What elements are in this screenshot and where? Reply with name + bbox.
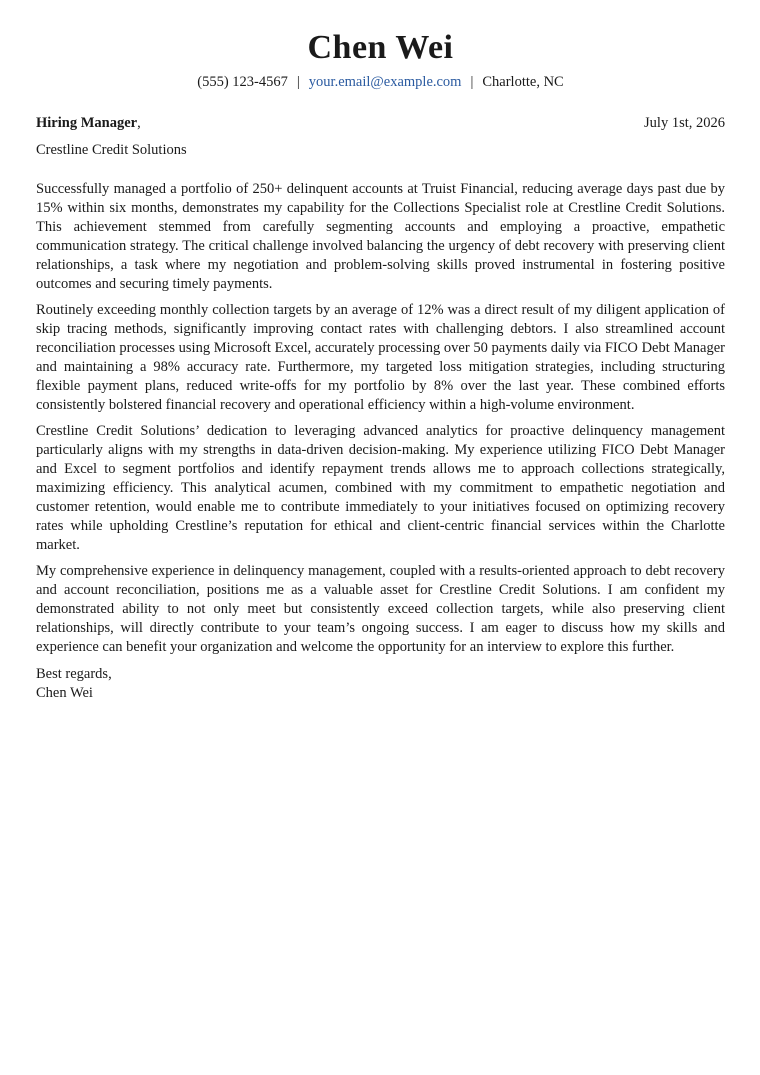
salutation-date-row <box>36 114 725 132</box>
recipient-company: Crestline Credit Solutions <box>36 142 187 158</box>
contact-separator: | <box>296 74 300 90</box>
salutation-comma: , <box>137 115 141 131</box>
body-paragraph: My comprehensive experience in delinquency management, coupled with a results-oriented approach to debt recovery and account reconciliation, positions me as a valuable asset for Crestline Credit Solutions. I am confident my demonstrated ability to not only meet but consistently exceed collection targets, while also preserving client relationships, will directly contribute to your team’s ongoing success. I am eager to discuss how my skills and experience can benefit your organization and welcome the opportunity for an interview to explore this further. <box>36 563 725 655</box>
location: Charlotte, NC <box>482 74 564 90</box>
recipient-name: Hiring Manager <box>36 115 138 131</box>
email-link[interactable]: your.email@example.com <box>308 74 462 90</box>
closing-block <box>36 665 725 703</box>
applicant-name: Chen Wei <box>307 29 454 66</box>
letter-body <box>36 180 725 703</box>
contact-separator: | <box>470 74 474 90</box>
body-paragraph: Crestline Credit Solutions’ dedication to leveraging advanced analytics for proactive delinquency management particularly aligns with my strengths in data-driven decision-making. My experience utilizing FICO Debt Manager and Excel to segment portfolios and identify repayment trends allows me to approach collections strategically, maximizing efficiency. This analytical acumen, combined with my commitment to empathetic negotiation and customer retention, would enable me to contribute immediately to your initiatives focused on optimizing recovery rates while upholding Crestline’s reputation for ethical and client-centric financial services within the Charlotte market. <box>36 423 725 553</box>
contact-line <box>36 73 725 91</box>
letter-date: July 1st, 2026 <box>644 115 725 131</box>
signature: Chen Wei <box>36 685 93 701</box>
valediction: Best regards, <box>36 666 112 682</box>
phone-number: (555) 123-4567 <box>197 74 288 90</box>
body-paragraph: Successfully managed a portfolio of 250+ delinquent accounts at Truist Financial, reducing average days past due by 15% within six months, demonstrates my capability for the Collections Specialist role at Crestline Credit Solutions. This achievement stemmed from carefully segmenting accounts and employing a proactive, empathetic communication strategy. The critical challenge involved balancing the urgency of debt recovery with preserving client relationships, a task where my negotiation and problem-solving skills proved instrumental in fostering positive outcomes and securing timely payments. <box>36 181 725 292</box>
body-paragraph: Routinely exceeding monthly collection targets by an average of 12% was a direct result of my diligent application of skip tracing methods, significantly improving contact rates with challenging debtors. I also streamlined account reconciliation processes using Microsoft Excel, accurately processing over 50 payments daily via FICO Debt Manager and maintaining a 98% accuracy rate. Furthermore, my targeted loss mitigation strategies, including structuring flexible payment plans, reduced write-offs for my portfolio by 8% over the last year. These combined efforts consistently bolstered financial recovery and operational efficiency within a high-volume environment. <box>36 302 725 413</box>
